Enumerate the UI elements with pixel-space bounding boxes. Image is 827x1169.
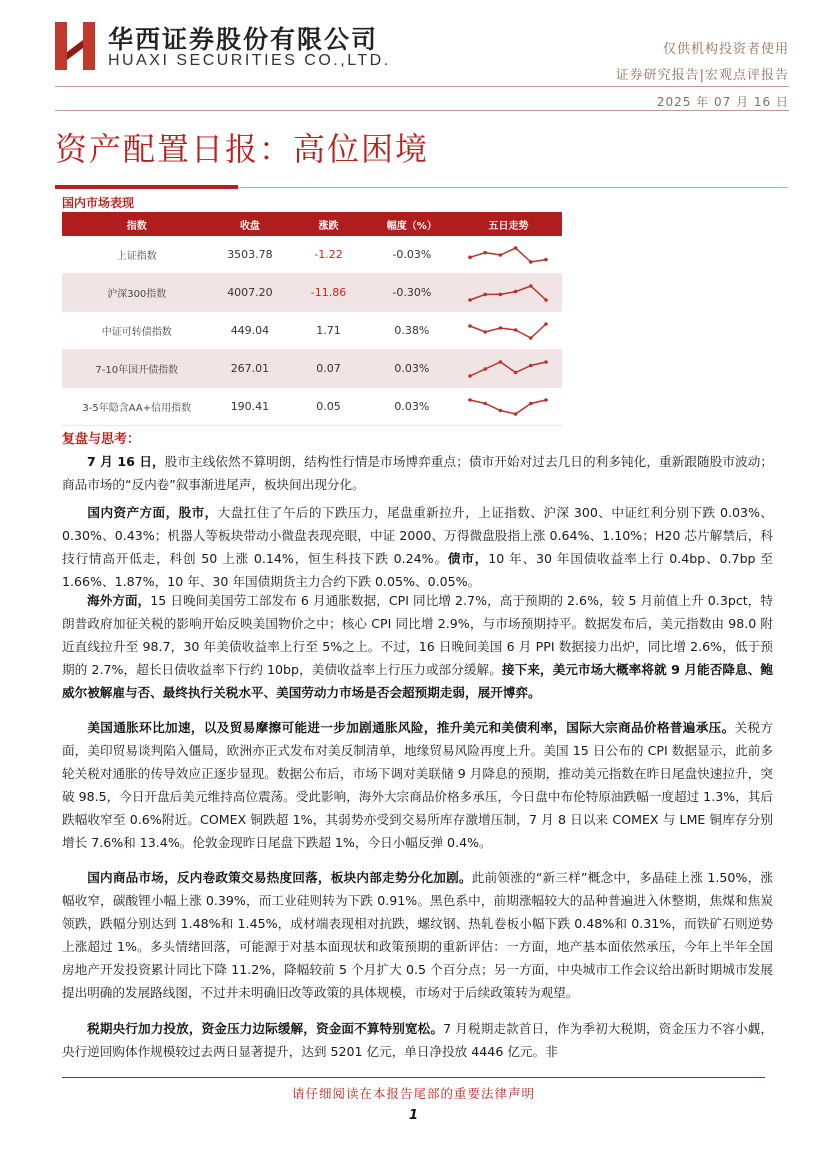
paragraph-1	[62, 450, 773, 496]
sparkline-line	[470, 362, 546, 376]
sparkline	[468, 398, 548, 416]
paragraph-6	[62, 1017, 773, 1063]
sparkline-point	[545, 360, 549, 364]
section-accent-bar	[55, 185, 238, 189]
cell-change: -1.22	[288, 236, 368, 274]
sparkline-point	[545, 322, 549, 326]
cell-trend	[455, 350, 562, 388]
legal-notice: 请仔细阅读在本报告尾部的重要法律声明	[291, 1086, 535, 1101]
cell-change: -11.86	[288, 274, 368, 312]
sparkline-point	[529, 401, 533, 405]
cell-index-name: 沪深300指数	[62, 274, 212, 312]
para-4-text: 关税方面，美印贸易谈判陷入僵局，欧洲亦正式发布对美反制清单，地缘贸易风险再度上升。美国 15 日公布的 CPI 数据显示，此前多轮关税对通胀的传导效应正逐步显现。数据公布后，市场下调对美联储 9 月降息的预期，推动美元指数在昨日尾盘快速拉升，突破 98.5，今日开盘后美元维持高位震荡。受此影响，海外大宗商品价格多承压，今日盘中布伦特原油跌幅一度超过 1.3%，其后跌幅收窄至 0.6%附近。COMEX 铜跌超 1%，其弱势亦受到交易所库存激增压制，7 月 8 日以来 COMEX 与 LME 铜库存分别增长 7.6%和 13.4%。伦敦金现昨日尾盘下跌超 1%，今日小幅反弹 0.4%。	[62, 720, 774, 850]
sparkline-point	[514, 246, 518, 250]
para-1-lead: 7 月 16 日，	[87, 454, 165, 469]
company-name-en: HUAXI SECURITIES CO.,LTD.	[108, 52, 391, 69]
cell-change: 0.05	[288, 388, 368, 426]
sparkline-point	[499, 292, 503, 296]
paragraph-4	[62, 716, 773, 854]
sparkline-point	[484, 292, 488, 296]
report-type: 证券研究报告|宏观点评报告	[615, 68, 789, 83]
sparkline-point	[499, 360, 503, 364]
sparkline-point	[545, 257, 549, 261]
paragraph-5	[62, 866, 773, 1004]
market-table	[62, 212, 562, 426]
sparkline-point	[484, 367, 488, 371]
para-2-text-2: 10 年、30 年国债收益率上行 0.4bp、0.7bp 至 1.66%、1.87%，10 年、30 年国债期货主力合约下跌 0.05%、0.05%。	[62, 551, 773, 589]
sparkline-point	[484, 401, 488, 405]
table-row	[62, 274, 562, 312]
sparkline-point	[514, 328, 518, 332]
sparkline-point	[499, 326, 503, 330]
para-6-lead: 税期央行加力投放，资金压力边际缓解，资金面不算特别宽松。	[87, 1021, 444, 1036]
usage-note: 仅供机构投资者使用	[662, 42, 789, 57]
cell-close: 190.41	[212, 388, 289, 426]
col-header-pct: 幅度（%）	[369, 212, 455, 236]
sparkline-line	[470, 400, 546, 414]
table-row	[62, 312, 562, 350]
para-3-lead: 海外方面，	[87, 593, 151, 608]
sparkline-point	[499, 253, 503, 257]
section-rule	[238, 187, 788, 188]
para-2-lead-2: 债市，	[447, 551, 489, 566]
review-title: 复盘与思考：	[62, 432, 141, 447]
sparkline-point	[529, 284, 533, 288]
cell-pct: -0.30%	[369, 274, 455, 312]
cell-pct: 0.03%	[369, 388, 455, 426]
footer-rule	[62, 1077, 765, 1078]
table-header-row	[62, 212, 562, 236]
cell-trend	[455, 312, 562, 350]
sparkline	[468, 360, 548, 378]
cell-trend	[455, 388, 562, 426]
para-3-lead-2: 接下来，美元市场大概率将就 9 月能否降息、鲍威尔被解雇与否、最终执行关税水平、美国劳动力市场是否会超预期走弱，展开博弈。	[62, 662, 773, 700]
sparkline-point	[545, 298, 549, 302]
cell-index-name: 上证指数	[62, 236, 212, 274]
page-number: 1	[408, 1108, 419, 1123]
sparkline-line	[470, 286, 546, 300]
sparkline-point	[469, 298, 473, 302]
para-1-text: 股市主线依然不算明朗，结构性行情是市场博弈重点；债市开始对过去几日的利多钝化，重新跟随股市波动；商品市场的“反内卷”叙事渐进尾声，板块间出现分化。	[62, 454, 774, 492]
cell-change: 0.07	[288, 350, 368, 388]
sparkline-point	[514, 289, 518, 293]
page-title: 资产配置日报：高位困境	[55, 130, 430, 168]
report-date: 2025 年 07 月 16 日	[656, 95, 789, 109]
huaxi-logo-icon	[55, 22, 97, 70]
sparkline-point	[529, 260, 533, 264]
cell-close: 449.04	[212, 312, 289, 350]
sparkline-point	[469, 324, 473, 328]
cell-change: 1.71	[288, 312, 368, 350]
table-row	[62, 350, 562, 388]
para-5-lead: 国内商品市场，反内卷政策交易热度回落，板块内部走势分化加剧。	[87, 870, 472, 885]
cell-index-name: 7-10年国开债指数	[62, 350, 212, 388]
cell-index-name: 中证可转债指数	[62, 312, 212, 350]
sparkline-point	[514, 370, 518, 374]
cell-trend	[455, 274, 562, 312]
paragraph-3	[62, 589, 773, 704]
company-name-cn: 华西证券股份有限公司	[108, 25, 379, 54]
sparkline-point	[545, 398, 549, 402]
sparkline-point	[514, 412, 518, 416]
para-6-text: 7 月税期走款首日，作为季初大税期，资金压力不容小觑，央行逆回购体作规模较过去两日显著提升，达到 5201 亿元，单日净投放 4446 亿元。非	[62, 1021, 773, 1059]
cell-pct: 0.03%	[369, 350, 455, 388]
sparkline-point	[529, 363, 533, 367]
cell-trend	[455, 236, 562, 274]
sparkline-point	[529, 336, 533, 340]
para-5-text: 此前领涨的“新三样”概念中，多晶硅上涨 1.50%，涨幅收窄，碳酸锂小幅上涨 0.39%，而工业硅则转为下跌 0.91%。黑色系中，前期涨幅较大的品种普遍进入休整期，焦煤和焦炭领跌，跌幅分别达到 1.48%和 1.45%，成材端表现相对抗跌，螺纹钢、热轧卷板小幅下跌 0.48%和 0.31%，而铁矿石则逆势上涨超过 1%。多头情绪回落，可能源于对基本面现状和政策预期的重新评估：一方面，地产基本面依然承压，今年上半年全国房地产开发投资累计同比下降 11.2%，降幅较前 5 个月扩大 0.5 个百分点；另一方面，中央城市工作会议给出新时期城市发展提出明确的发展路线图，不过并未明确旧改等政策的具体规模，市场对于后续政策转为观望。	[62, 870, 774, 1000]
paragraph-2	[62, 501, 773, 593]
cell-close: 4007.20	[212, 274, 289, 312]
cell-pct: -0.03%	[369, 236, 455, 274]
col-header-index: 指数	[62, 212, 212, 236]
para-4-lead: 美国通胀环比加速，以及贸易摩擦可能进一步加剧通胀风险，推升美元和美债利率，国际大宗商品价格普遍承压。	[87, 720, 735, 735]
cell-close: 3503.78	[212, 236, 289, 274]
sparkline-line	[470, 324, 546, 338]
col-header-close: 收盘	[212, 212, 289, 236]
sparkline-point	[484, 250, 488, 254]
sparkline-point	[469, 398, 473, 402]
sparkline	[468, 322, 548, 340]
col-header-change: 涨跌	[288, 212, 368, 236]
col-header-trend: 五日走势	[455, 212, 562, 236]
cell-index-name: 3-5年隐含AA+信用指数	[62, 388, 212, 426]
header-rule	[55, 86, 789, 87]
table-row	[62, 388, 562, 426]
market-section-label: 国内市场表现	[62, 196, 135, 210]
para-2-lead: 国内资产方面，股市，	[87, 505, 218, 520]
sparkline-point	[469, 255, 473, 259]
cell-close: 267.01	[212, 350, 289, 388]
sparkline	[468, 284, 548, 302]
table-row	[62, 236, 562, 274]
sparkline-point	[469, 374, 473, 378]
para-2-text: 大盘扛住了午后的下跌压力，尾盘重新拉升，上证指数、沪深 300、中证红利分别下跌 0.03%、0.30%、0.43%；机器人等板块带动小微盘表现亮眼，中证 2000、万得微盘股指上涨 0.64%、1.10%；H20 芯片解禁后，科技行情高开低走，科创 50 上涨 0.14%，恒生科技下跌 0.24%。	[62, 505, 774, 566]
sparkline-point	[484, 330, 488, 334]
sparkline-point	[499, 408, 503, 412]
date-rule	[55, 110, 789, 111]
para-3-text: 15 日晚间美国劳工部发布 6 月通胀数据，CPI 同比增 2.7%，高于预期的 2.6%，较 5 月前值上升 0.3pct，特朗普政府加征关税的影响开始反映美国物价之中；核心 CPI 同比增 2.9%，与市场预期持平。数据发布后，美元指数由 98.0 附近直线拉升至 98.7，30 年美债收益率上行至 5%之上。不过，16 日晚间美国 6 月 PPI 数据接力出炉，同比增 2.6%，低于预期的 2.7%，超长日债收益率下行约 10bp，美债收益率上行压力或部分缓解。	[62, 593, 773, 677]
cell-pct: 0.38%	[369, 312, 455, 350]
sparkline-line	[470, 248, 546, 262]
sparkline	[468, 246, 548, 264]
